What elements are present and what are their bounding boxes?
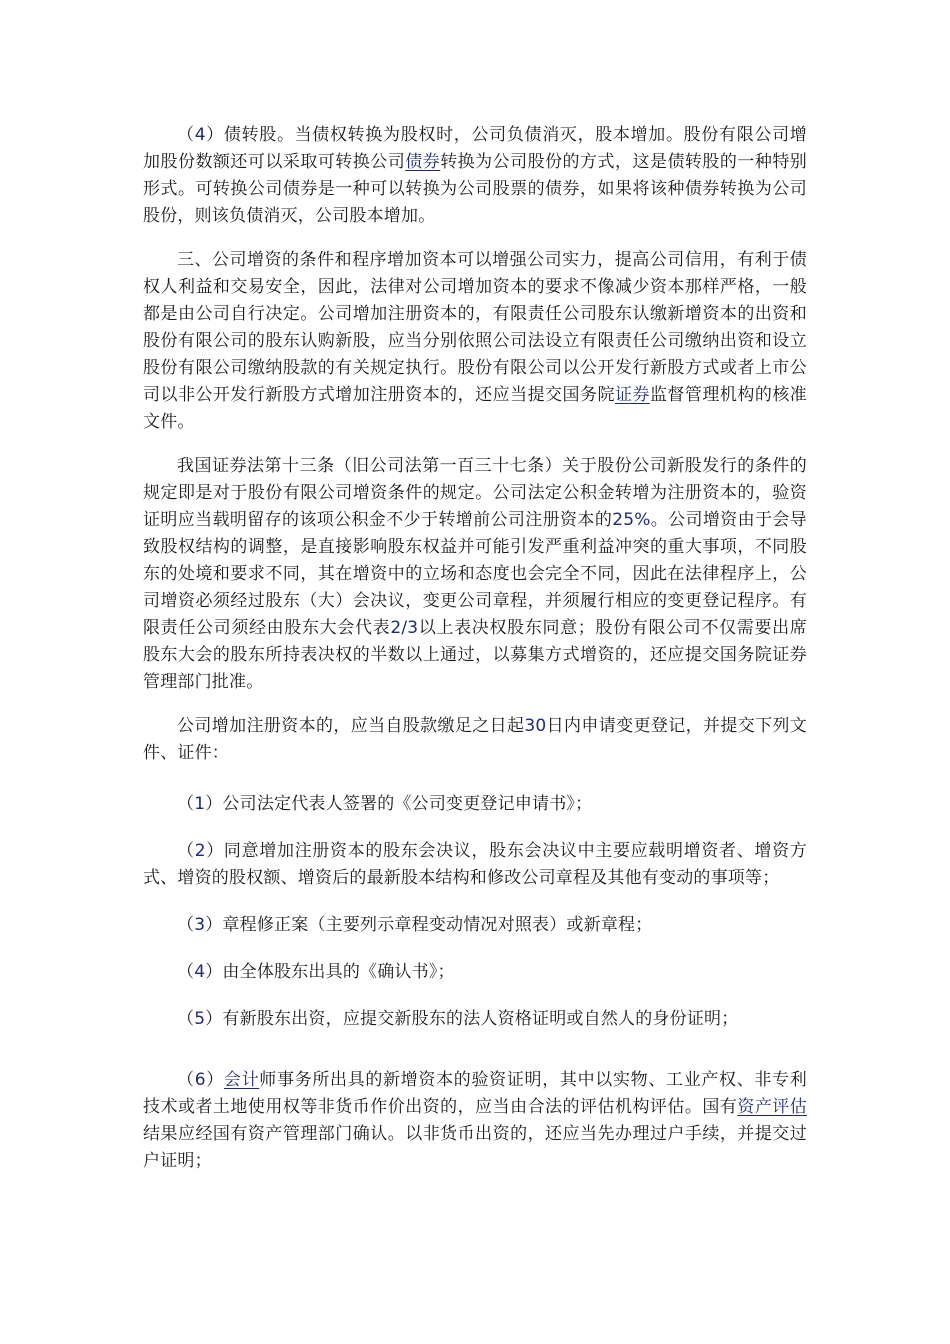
list-item-6 xyxy=(143,1067,807,1175)
list-item-4 xyxy=(143,959,807,986)
paragraph-capital-increase-conditions xyxy=(143,247,807,436)
days-value: 30 xyxy=(524,716,547,736)
text: ） xyxy=(205,1070,224,1090)
text: ）债转股。当债权转换为股权时，公司负债消灭，股本增加。股份有限公司增加股份数额还可以采取可转换公司 xyxy=(143,125,807,172)
paragraph-debt-to-equity xyxy=(143,122,807,230)
text: 公司增加注册资本的，应当自股款缴足之日起 xyxy=(177,716,525,736)
text: 转换为公司股份的方式，这是债转股的一种特别形式。可转换公司债券是一种可以转换为公司股票的债券，如果将该种债券转换为公司股份，则该负债消灭，公司股本增加。 xyxy=(143,152,808,226)
text: 日内申请变更登记，并提交下列文件、证件： xyxy=(143,716,808,763)
text: ）同意增加注册资本的股东会决议，股东会决议中主要应载明增资者、增资方式、增资的股权额、增资后的最新股本结构和修改公司章程及其他有变动的事项等； xyxy=(143,841,807,888)
text: （ xyxy=(177,1070,195,1090)
text: ）由全体股东出具的《确认书》； xyxy=(205,962,455,982)
text: ）公司法定代表人签署的《公司变更登记申请书》； xyxy=(205,794,593,814)
item-number: 2 xyxy=(194,841,206,861)
item-number: 5 xyxy=(194,1009,206,1029)
fraction-value: 2/3 xyxy=(390,618,419,638)
link-bonds[interactable]: 债券 xyxy=(405,152,441,172)
text: 三、公司增资的条件和程序增加资本可以增强公司实力，提高公司信用，有利于债权人利益和交易安全，因此，法律对公司增加资本的要求不像减少资本那样严格，一般都是由公司自行决定。公司增加注册资本的，有限责任公司股东认缴新增资本的出资和股份有限公司的股东认购新股，应当分别依照公司法设立有限责任公司缴纳出资和设立股份有限公司缴纳股款的有关规定执行。股份有限公司以公开发行新股方式或者上市公司以非公开发行新股方式增加注册资本的，还应当提交国务院 xyxy=(143,250,807,405)
document-page xyxy=(143,122,807,1175)
item-number: 6 xyxy=(194,1070,206,1090)
text: （ xyxy=(177,125,195,145)
list-item-3 xyxy=(143,912,807,939)
percentage-value: 25% xyxy=(612,510,651,530)
item-number: 1 xyxy=(194,794,206,814)
text: 师事务所出具的新增资本的验资证明，其中以实物、工业产权、非专利技术或者土地使用权等非货币作价出资的，应当由合法的评估机构评估。国有 xyxy=(143,1070,807,1117)
text: 监督管理机构的核准文件。 xyxy=(143,385,807,432)
text: 结果应经国有资产管理部门确认。以非货币出资的，还应当先办理过户手续，并提交过户证明； xyxy=(143,1124,807,1171)
text: ）章程修正案（主要列示章程变动情况对照表）或新章程； xyxy=(205,915,653,935)
list-item-2 xyxy=(143,838,807,892)
item-number: 4 xyxy=(194,125,206,145)
item-number: 4 xyxy=(194,962,206,982)
link-securities[interactable]: 证券 xyxy=(614,385,650,405)
text: 。公司增资由于会导致股权结构的调整，是直接影响股东权益并可能引发严重利益冲突的重大事项，不同股东的处境和要求不同，其在增资中的立场和态度也会完全不同，因此在法律程序上，公司增资必须经过股东（大）会决议，变更公司章程，并须履行相应的变更登记程序。有限责任公司须经由股东大会代表 xyxy=(143,510,807,638)
text: 以上表决权股东同意；股份有限公司不仅需要出席股东大会的股东所持表决权的半数以上通过，以募集方式增资的，还应提交国务院证券管理部门批准。 xyxy=(143,618,807,692)
text: （ xyxy=(177,794,195,814)
text: （ xyxy=(177,1009,195,1029)
text: （ xyxy=(177,962,195,982)
text: （ xyxy=(177,915,195,935)
paragraph-registration xyxy=(143,713,807,767)
text: 我国证券法第十三条（旧公司法第一百三十七条）关于股份公司新股发行的条件的规定即是对于股份有限公司增资条件的规定。公司法定公积金转增为注册资本的，验资证明应当载明留存的该项公积金不少于转增前公司注册资本的 xyxy=(143,456,807,530)
text: ）有新股东出资，应提交新股东的法人资格证明或自然人的身份证明； xyxy=(205,1009,739,1029)
paragraph-securities-law xyxy=(143,453,807,696)
link-asset-valuation[interactable]: 资产评估 xyxy=(737,1097,807,1117)
list-item-5 xyxy=(143,1006,807,1033)
link-accounting[interactable]: 会计 xyxy=(223,1070,260,1090)
item-number: 3 xyxy=(194,915,206,935)
text: （ xyxy=(177,841,195,861)
list-item-1 xyxy=(143,791,807,818)
